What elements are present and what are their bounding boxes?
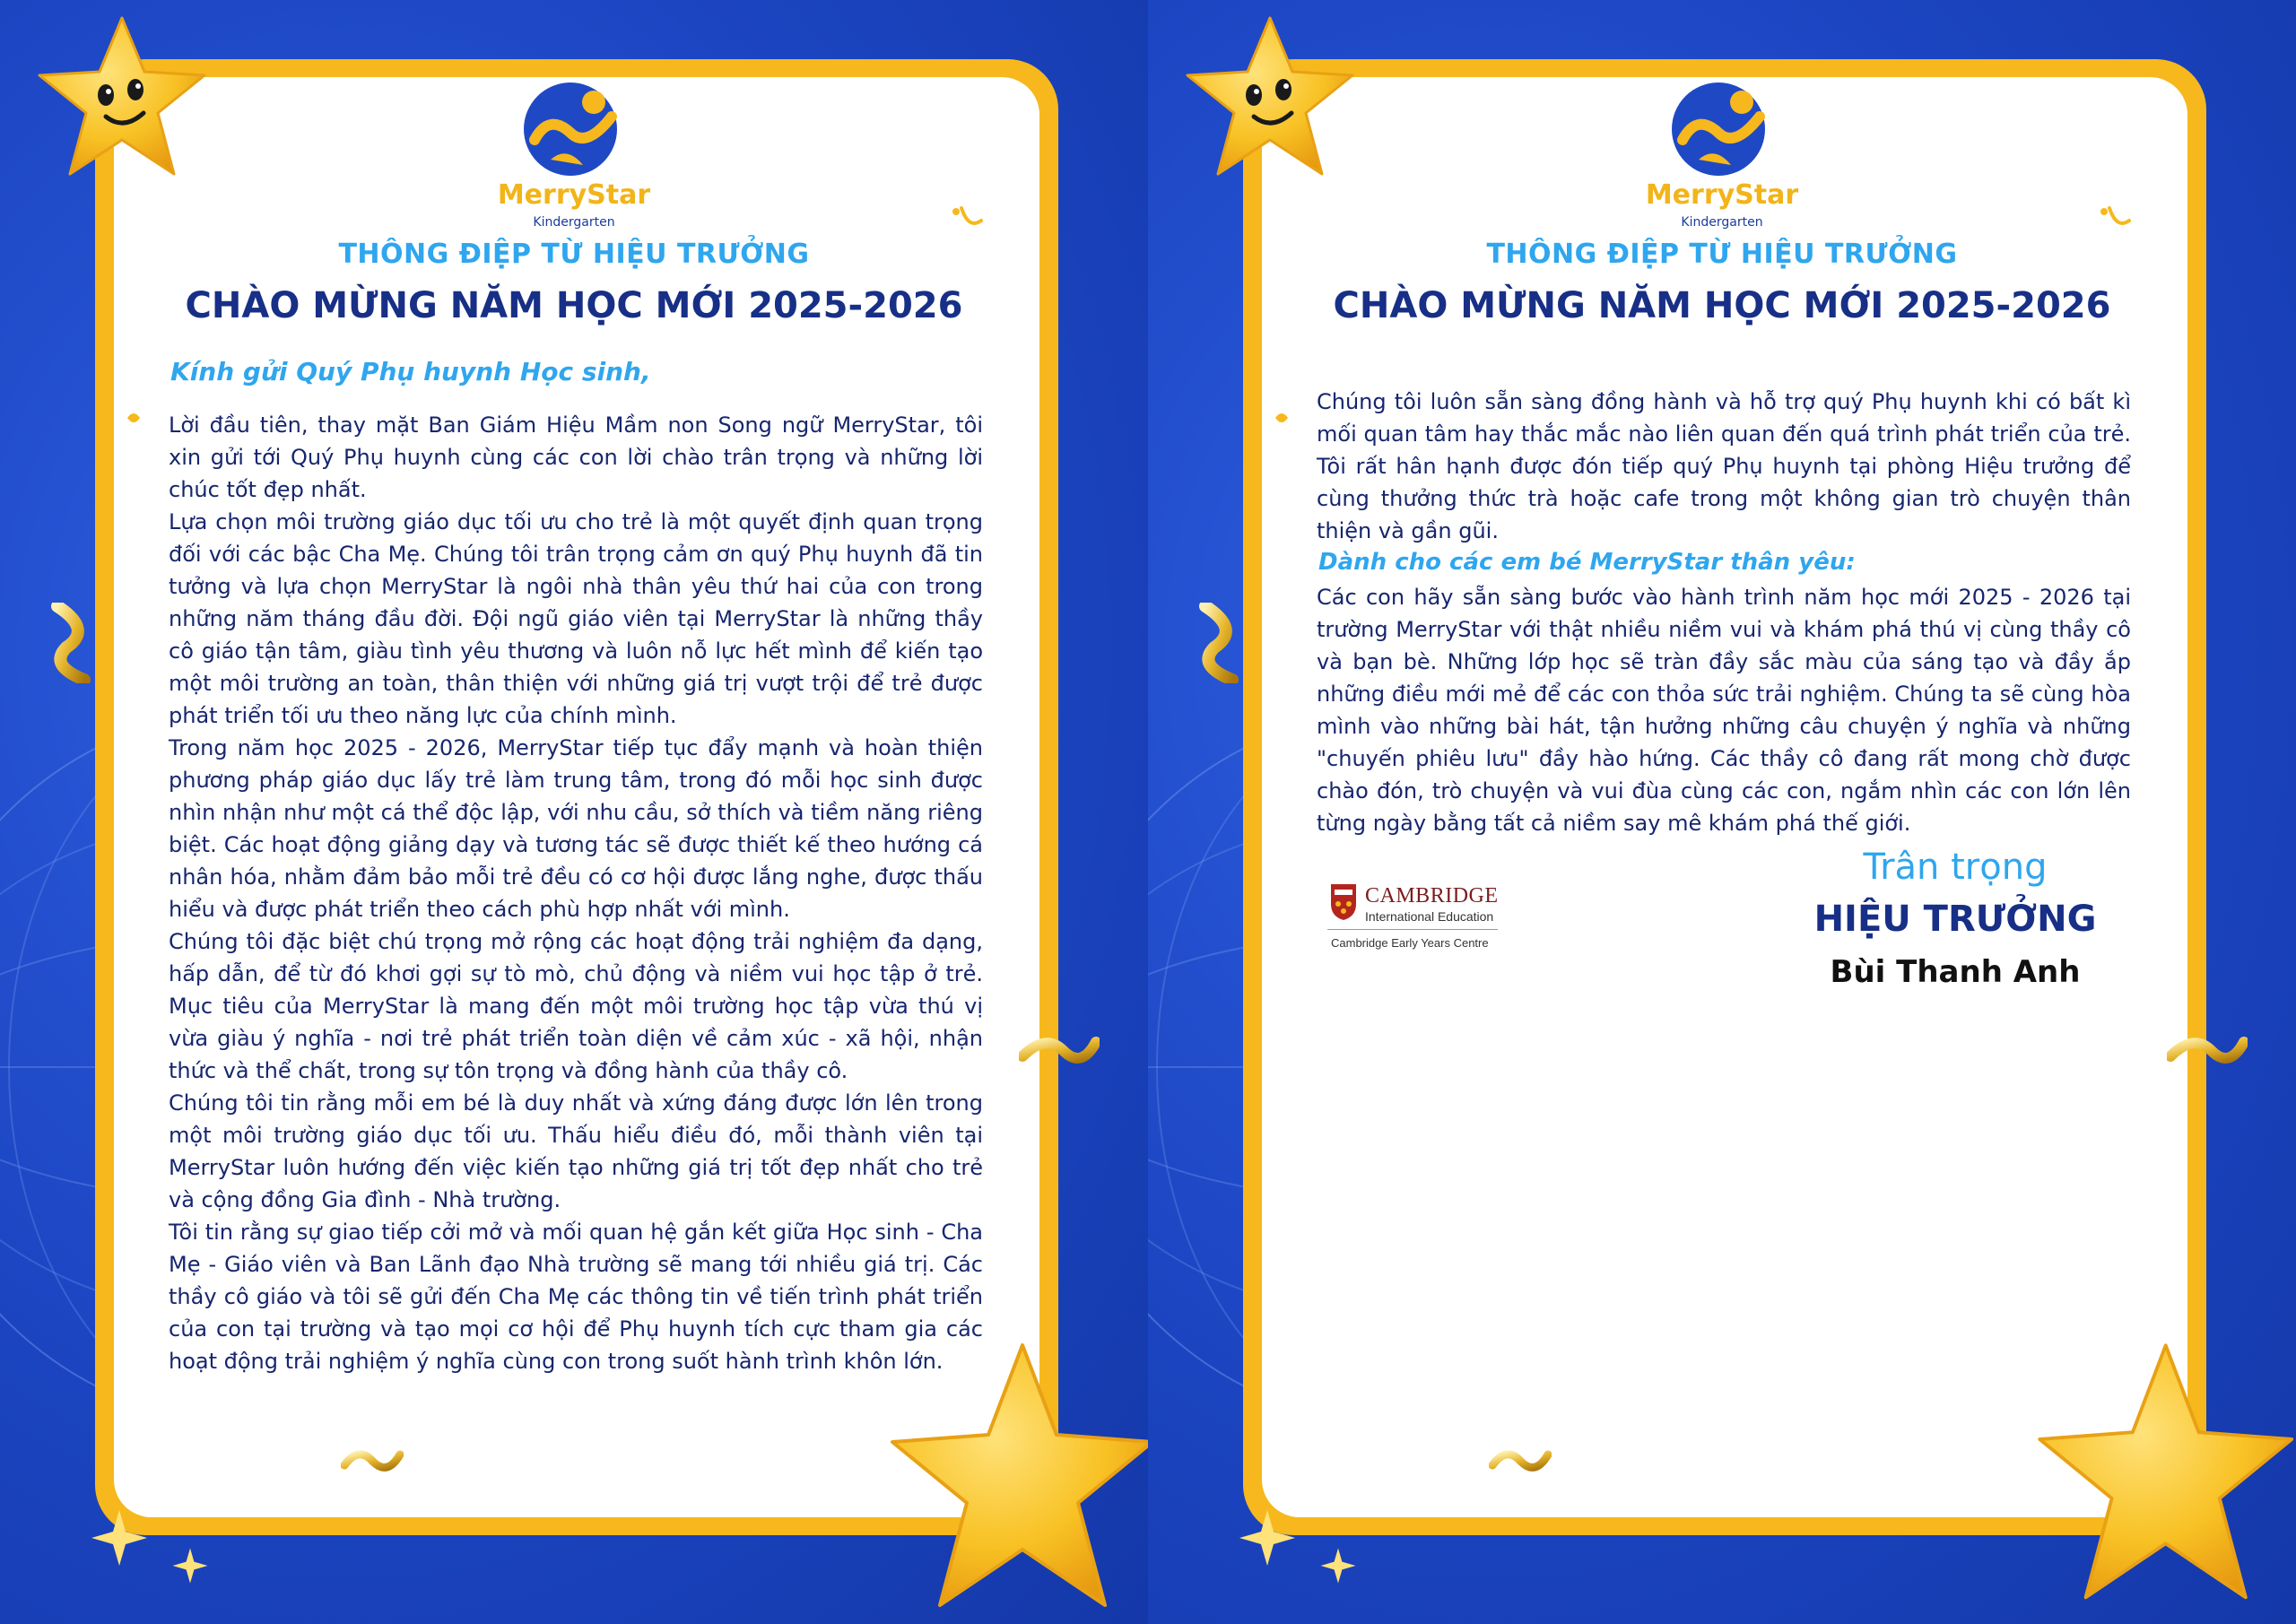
ribbon-icon [1019, 1029, 1100, 1074]
star-mascot-icon [32, 13, 212, 183]
sparkle-star-icon [1236, 1507, 1299, 1569]
divider [1327, 929, 1498, 930]
closing: Trân trọng [1863, 847, 2048, 888]
big-star-icon [870, 1336, 1148, 1624]
intro-paragraph [1317, 386, 2131, 547]
star-mascot-icon [1180, 13, 1360, 183]
paragraph: Tôi tin rằng sự giao tiếp cởi mở và mối quan hệ gắn kết giữa Học sinh - Cha Mẹ - Giáo viên và Ban Lãnh đạo Nhà trường sẽ mang tới nhiều giá trị. Các thầy cô giáo và tôi sẽ gửi đến Cha Mẹ các thông tin về tiến trình phát triển của con tại trường và tạo mọi cơ hội để Phụ huynh tích cực tham gia các hoạt động trải nghiệm ý nghĩa cùng con trong suốt hành trình khôn lớn. [169, 1220, 983, 1374]
ribbon-icon [341, 1442, 404, 1478]
signer-name: Bùi Thanh Anh [1830, 954, 2081, 990]
cambridge-crest-icon [1329, 882, 1358, 922]
paragraph: Lựa chọn môi trường giáo dục tối ưu cho trẻ là một quyết định quan trọng đối với các bậc Cha Mẹ. Chúng tôi trân trọng cảm ơn quý Phụ huynh đã tin tưởng và lựa chọn MerryStar là ngôi nhà thân yêu thứ hai của con trong những năm tháng đầu đời. Đội ngũ giáo viên tại MerryStar là những thầy cô giáo tận tâm, giàu tình yêu thương và luôn nỗ lực hết mình để kiến tạo một môi trường an toàn, thân thiện với những giá trị vượt trội để trẻ được phát triển tối ưu theo năng lực của chính mình. [169, 509, 983, 728]
brand-name: MerryStar [1645, 179, 1799, 211]
signer-title: HIỆU TRƯỞNG [1813, 899, 2097, 940]
cambridge-badge [1324, 877, 1503, 967]
ribbon-icon [1196, 603, 1250, 683]
sparkle-star-icon [88, 1507, 151, 1569]
paragraph: Trong năm học 2025 - 2026, MerryStar tiếp tục đẩy mạnh và hoàn thiện phương pháp giáo dục lấy trẻ làm trung tâm, trong đó mỗi học sinh được nhìn nhận như một cá thể độc lập, với nhu cầu, sở thích và tiềm năng riêng biệt. Các hoạt động giảng dạy và tương tác sẽ được thiết kế theo hướng cá nhân hóa, nhằm đảm bảo mỗi trẻ đều có cơ hội được lắng nghe, được thấu hiểu và được phát triển theo cách phù hợp nhất với mình. [169, 735, 983, 922]
salutation: Kính gửi Quý Phụ huynh Học sinh, [170, 357, 651, 386]
kids-paragraph [1317, 581, 2131, 839]
sparkle-star-icon [951, 203, 987, 233]
sparkle-star-icon [2099, 203, 2135, 233]
brand-name: MerryStar [497, 179, 651, 211]
right-page [1148, 0, 2296, 1624]
brand-subtitle: Kindergarten [1681, 215, 1763, 230]
sparkle-star-icon [170, 1546, 210, 1585]
paragraph: Chúng tôi đặc biệt chú trọng mở rộng các hoạt động trải nghiệm đa dạng, hấp dẫn, để từ đó khơi gợi sự tò mò, chủ động và niềm vui học tập ở trẻ. Mục tiêu của MerryStar là mang đến một môi trường học tập vừa thú vị vừa giàu ý nghĩa - nơi trẻ phát triển toàn diện về cảm xúc - xã hội, nhận thức và thể chất, trong sự tôn trọng và đồng hành của thầy cô. [169, 929, 983, 1083]
paragraph: Các con hãy sẵn sàng bước vào hành trình năm học mới 2025 - 2026 tại trường MerryStar với thật nhiều niềm vui và khám phá thú vị cùng thầy cô và bạn bè. Những lớp học sẽ tràn đầy sắc màu của sáng tạo và đầy ắp những điều mới mẻ để các con thỏa sức trải nghiệm. Chúng ta sẽ cùng hòa mình vào những bài hát, tận hưởng những câu chuyện ý nghĩa và những "chuyến phiêu lưu" đầy hào hứng. Các thầy cô đang rất mong chờ được chào đón, trò chuyện và vui đùa cùng các con, ngắm nhìn các con lớn lên từng ngày bằng tất cả niềm say mê khám phá thế giới. [1317, 585, 2131, 836]
page-title: CHÀO MỪNG NĂM HỌC MỚI 2025-2026 [1333, 285, 2111, 326]
principal-message-label: THÔNG ĐIỆP TỪ HIỆU TRƯỞNG [1486, 239, 1958, 270]
cambridge-centre: Cambridge Early Years Centre [1331, 936, 1489, 950]
sparkle-star-icon [124, 409, 144, 429]
paragraph: Lời đầu tiên, thay mặt Ban Giám Hiệu Mầm non Song ngữ MerryStar, tôi xin gửi tới Quý Phụ huynh cùng các con lời chào trân trọng và những lời chúc tốt đẹp nhất. [169, 413, 983, 502]
principal-message-label: THÔNG ĐIỆP TỪ HIỆU TRƯỞNG [338, 239, 810, 270]
paragraph: Chúng tôi tin rằng mỗi em bé là duy nhất và xứng đáng được lớn lên trong một môi trường giáo dục tối ưu. Thấu hiểu điều đó, mỗi thành viên tại MerryStar luôn hướng đến việc kiến tạo những giá trị tốt đẹp nhất cho trẻ và cộng đồng Gia đình - Nhà trường. [169, 1090, 983, 1212]
paragraph: Chúng tôi luôn sẵn sàng đồng hành và hỗ trợ quý Phụ huynh khi có bất kì mối quan tâm hay thắc mắc nào liên quan đến quá trình phát triển của trẻ. Tôi rất hân hạnh được đón tiếp quý Phụ huynh tại phòng Hiệu trưởng để cùng thưởng thức trà hoặc cafe trong một không gian trò chuyện thân thiện và gần gũi. [1317, 389, 2131, 543]
ribbon-icon [48, 603, 102, 683]
kids-heading: Dành cho các em bé MerryStar thân yêu: [1318, 549, 1856, 576]
cambridge-name: CAMBRIDGE [1365, 884, 1499, 908]
ribbon-icon [2167, 1029, 2248, 1074]
sparkle-star-icon [1272, 409, 1292, 429]
sparkle-star-icon [1318, 1546, 1358, 1585]
cambridge-subtitle: International Education [1365, 909, 1494, 924]
brand-subtitle: Kindergarten [533, 215, 615, 230]
letter-body [169, 409, 983, 1377]
big-star-icon [2018, 1336, 2296, 1624]
page-title: CHÀO MỪNG NĂM HỌC MỚI 2025-2026 [185, 285, 963, 326]
ribbon-icon [1489, 1442, 1552, 1478]
